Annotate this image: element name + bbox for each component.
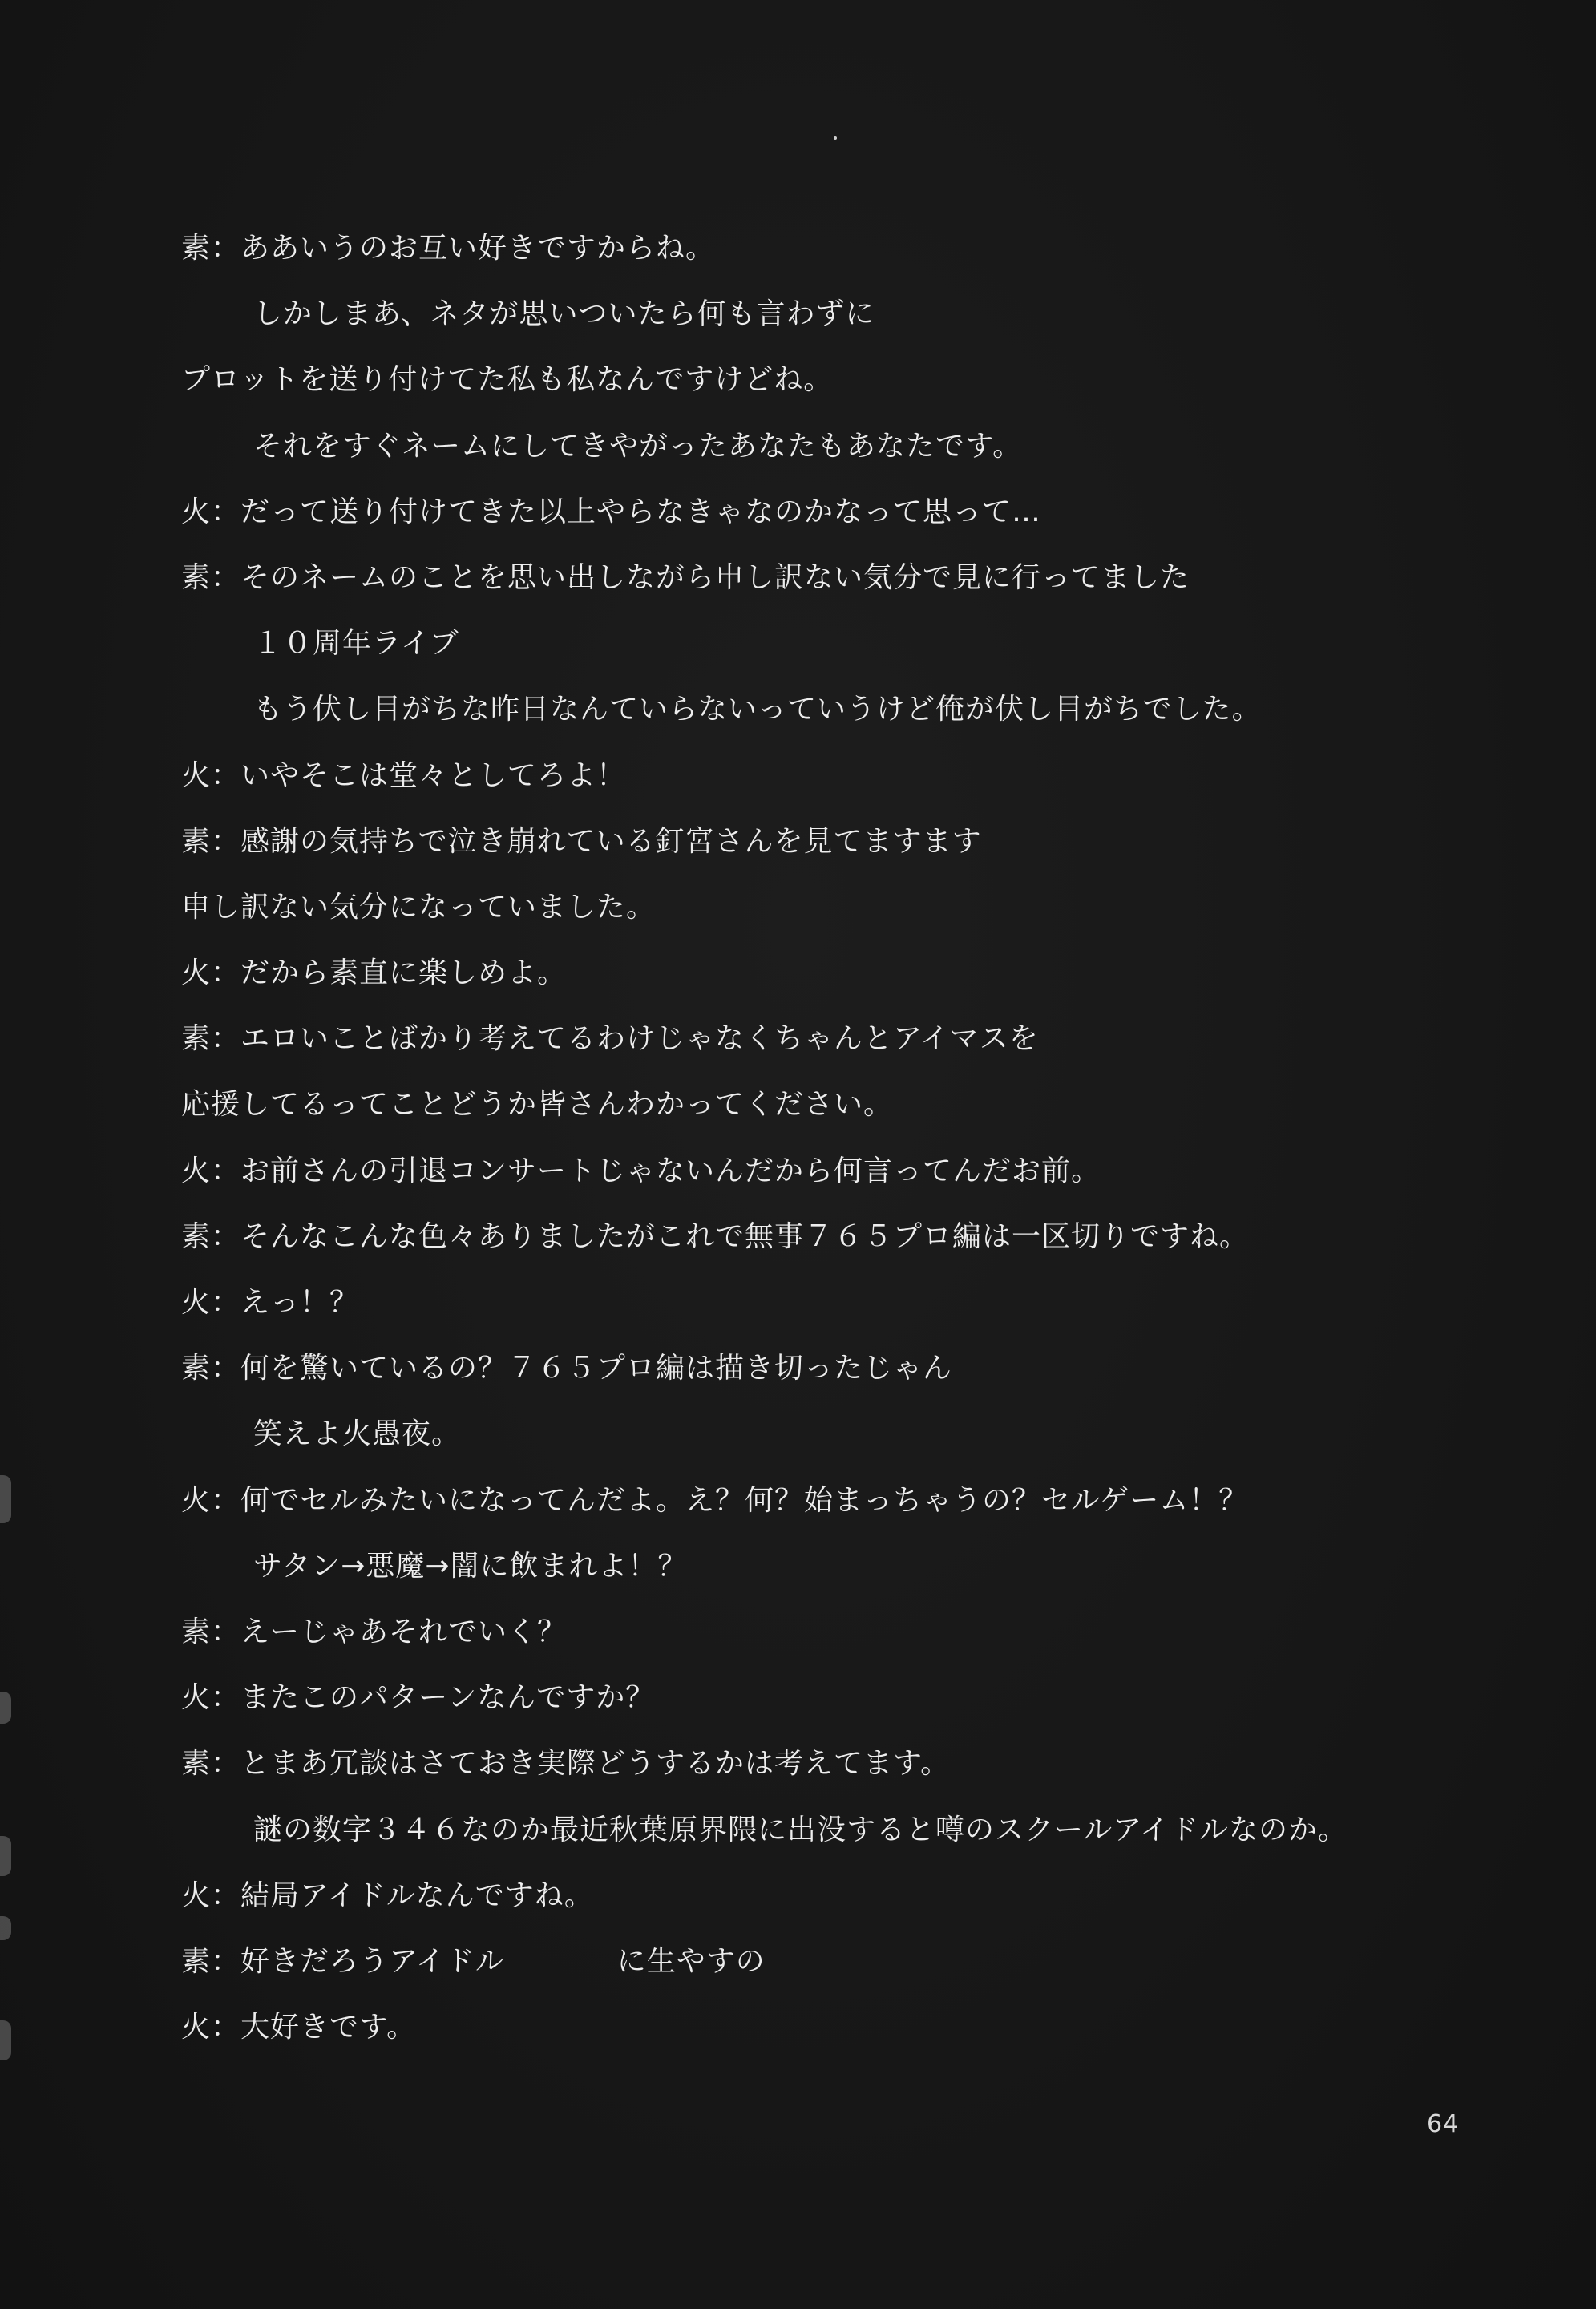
speaker-label: 素： bbox=[181, 1944, 241, 1978]
dialogue-line bbox=[181, 562, 1544, 628]
line-text: そのネームのことを思い出しながら申し訳ない気分で見に行ってました bbox=[240, 560, 1190, 594]
binding-mark bbox=[0, 1692, 11, 1724]
dialogue-line bbox=[181, 1946, 1544, 2012]
dialogue-block bbox=[181, 233, 1544, 2077]
line-text: だって送り付けてきた以上やらなきゃなのかなって思って… bbox=[240, 495, 1042, 528]
speaker-label: 素： bbox=[181, 1747, 241, 1781]
dialogue-line bbox=[181, 826, 1544, 892]
line-text: お前さんの引退コンサートじゃないんだから何言ってんだお前。 bbox=[240, 1154, 1101, 1187]
speaker-label: 素： bbox=[181, 824, 241, 858]
line-text-continued: に生やすの bbox=[616, 1944, 766, 1978]
dialogue-line bbox=[181, 892, 1544, 957]
dialogue-line bbox=[181, 1418, 1544, 1484]
dialogue-line bbox=[181, 1155, 1544, 1221]
dialogue-line bbox=[181, 760, 1544, 826]
line-text: エロいことばかり考えてるわけじゃなくちゃんとアイマスを bbox=[240, 1022, 1039, 1056]
speaker-label: 火： bbox=[181, 758, 241, 792]
dialogue-line bbox=[181, 1616, 1544, 1682]
line-text: だから素直に楽しめよ。 bbox=[240, 956, 568, 990]
line-text: もう伏し目がちな昨日なんていらないっていうけど俺が伏し目がちでした。 bbox=[253, 693, 1262, 726]
dialogue-line bbox=[181, 1089, 1544, 1154]
dialogue-line bbox=[181, 298, 1544, 364]
speaker-label: 素： bbox=[181, 232, 241, 265]
line-text: それをすぐネームにしてきやがったあなたもあなたです。 bbox=[253, 429, 1023, 463]
speaker-label: 素： bbox=[181, 1022, 241, 1056]
dialogue-line bbox=[181, 1748, 1544, 1814]
speaker-label: 火： bbox=[181, 1483, 241, 1517]
dialogue-line bbox=[181, 1221, 1544, 1287]
dialogue-line bbox=[181, 1023, 1544, 1089]
dialogue-line bbox=[181, 496, 1544, 562]
line-text: 謎の数字３４６なのか最近秋葉原界隈に出没すると噂のスクールアイドルなのか。 bbox=[253, 1813, 1348, 1846]
speaker-label: 火： bbox=[181, 2011, 241, 2044]
dialogue-line bbox=[181, 1485, 1544, 1551]
dialogue-line bbox=[181, 957, 1544, 1023]
speaker-label: 素： bbox=[181, 1615, 241, 1648]
line-text: そんなこんな色々ありましたがこれで無事７６５プロ編は一区切りですね。 bbox=[240, 1219, 1250, 1253]
line-text: いやそこは堂々としてろよ！ bbox=[240, 758, 627, 792]
line-text: とまあ冗談はさておき実際どうするかは考えてます。 bbox=[240, 1747, 951, 1781]
speaker-label: 火： bbox=[181, 495, 241, 528]
dialogue-line bbox=[181, 431, 1544, 496]
binding-mark bbox=[0, 1475, 11, 1523]
line-text: ああいうのお互い好きですからね。 bbox=[240, 232, 716, 265]
speaker-label: 火： bbox=[181, 1681, 241, 1715]
dialogue-line bbox=[181, 1551, 1544, 1616]
binding-mark bbox=[0, 1836, 11, 1876]
dialogue-line bbox=[181, 628, 1544, 694]
dialogue-line bbox=[181, 1353, 1544, 1418]
dialogue-line bbox=[181, 1287, 1544, 1353]
dialogue-line bbox=[181, 1880, 1544, 1946]
line-text: プロットを送り付けてた私も私なんですけどね。 bbox=[181, 363, 834, 397]
dialogue-line bbox=[181, 233, 1544, 298]
page-number: 64 bbox=[1427, 2110, 1460, 2138]
line-text: サタン→悪魔→闇に飲まれよ！？ bbox=[253, 1549, 688, 1583]
line-text: 感謝の気持ちで泣き崩れている釘宮さんを見てますます bbox=[240, 824, 982, 858]
binding-mark bbox=[0, 1916, 11, 1940]
line-text: 何を驚いているの？７６５プロ編は描き切ったじゃん bbox=[240, 1352, 953, 1385]
speaker-label: 火： bbox=[181, 1154, 241, 1187]
line-text: しかしまあ、ネタが思いついたら何も言わずに bbox=[253, 297, 875, 331]
binding-mark bbox=[0, 2020, 11, 2060]
dialogue-line bbox=[181, 364, 1544, 430]
dialogue-line bbox=[181, 1682, 1544, 1748]
line-text: またこのパターンなんですか？ bbox=[240, 1681, 656, 1715]
line-text: えっ！？ bbox=[240, 1286, 360, 1319]
dialogue-line bbox=[181, 1814, 1544, 1880]
line-text: １０周年ライブ bbox=[253, 627, 459, 661]
line-text: えーじゃあそれでいく？ bbox=[240, 1615, 568, 1648]
speaker-label: 火： bbox=[181, 956, 241, 990]
line-text: 何でセルみたいになってんだよ。え？何？始まっちゃうの？セルゲーム！？ bbox=[240, 1483, 1249, 1517]
dust-speck bbox=[834, 136, 837, 140]
line-text: 好きだろうアイドル bbox=[240, 1944, 505, 1978]
speaker-label: 素： bbox=[181, 560, 241, 594]
line-text: 申し訳ない気分になっていました。 bbox=[181, 890, 657, 924]
speaker-label: 火： bbox=[181, 1878, 241, 1912]
dialogue-line bbox=[181, 694, 1544, 759]
line-text: 大好きです。 bbox=[240, 2011, 417, 2044]
dialogue-line bbox=[181, 2012, 1544, 2077]
line-text: 結局アイドルなんですね。 bbox=[240, 1878, 594, 1912]
speaker-label: 火： bbox=[181, 1286, 241, 1319]
speaker-label: 素： bbox=[181, 1352, 241, 1385]
line-text: 笑えよ火愚夜。 bbox=[253, 1417, 462, 1451]
speaker-label: 素： bbox=[181, 1219, 241, 1253]
line-text: 応援してるってことどうか皆さんわかってください。 bbox=[181, 1088, 894, 1122]
